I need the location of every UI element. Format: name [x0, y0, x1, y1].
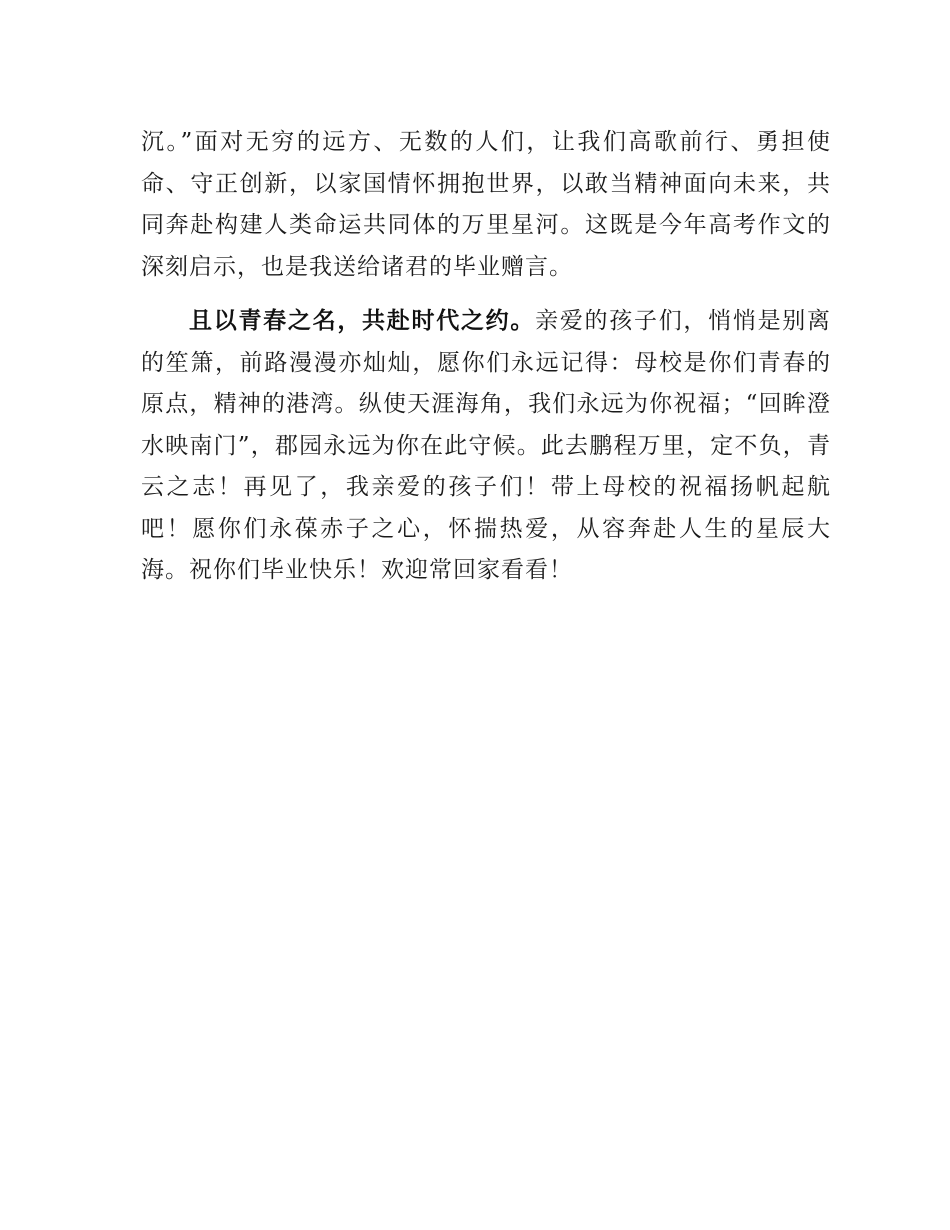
paragraph-1-text: 沉。”面对无穷的远方、无数的人们，让我们高歌前行、勇担使命、守正创新，以家国情怀拥抱世界，以敢当精神面向未来，共同奔赴构建人类命运共同体的万里星河。这既是今年高考作文的深刻启示，也是我送给诸君的毕业赠言。	[141, 129, 831, 280]
paragraph-1	[141, 122, 831, 288]
paragraph-2	[141, 301, 831, 592]
document-body	[141, 122, 831, 592]
paragraph-2-text: 亲爱的孩子们，悄悄是别离的笙箫，前路漫漫亦灿灿，愿你们永远记得：母校是你们青春的原点，精神的港湾。纵使天涯海角，我们永远为你祝福；“回眸澄水映南门”，郡园永远为你在此守候。此去鹏程万里，定不负，青云之志！再见了，我亲爱的孩子们！带上母校的祝福扬帆起航吧！愿你们永葆赤子之心，怀揣热爱，从容奔赴人生的星辰大海。祝你们毕业快乐！欢迎常回家看看！	[141, 308, 832, 583]
paragraph-2-lead: 且以青春之名，共赴时代之约。	[189, 308, 536, 334]
